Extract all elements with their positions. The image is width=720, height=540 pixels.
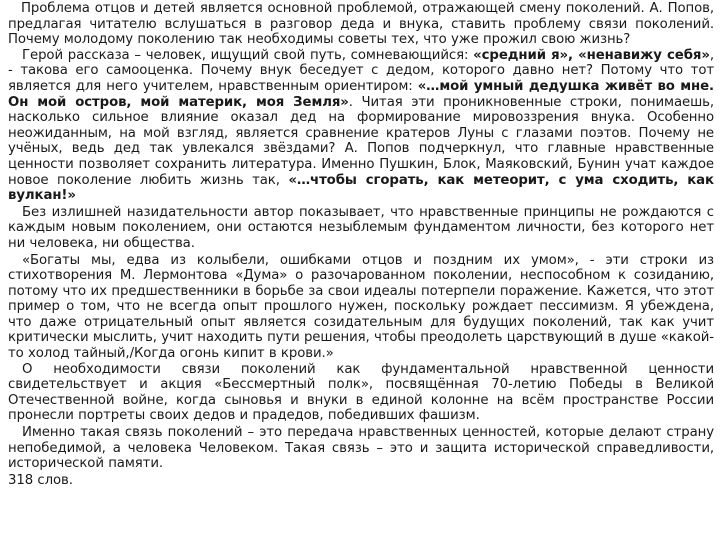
word-count: 318 слов. <box>8 472 73 488</box>
paragraph-6: Именно такая связь поколений – это передача нравственных ценностей, которые делают страну непобедимой, а человека Человеком. Такая связь – это и защита исторической справедливости, исторической памяти. <box>8 425 714 472</box>
paragraph-5: О необходимости связи поколений как фундаментальной нравственной ценности свидетельствует и акция «Бессмертный полк», посвящённая 70-летию Победы в Великой Отечественной войне, когда сыновья и внуки в единой колонне на всём пространстве России пронесли портреты своих дедов и прадедов, победивших фашизм. <box>8 361 714 424</box>
paragraph-3: Без излишней назидательности автор показывает, что нравственные принципы не рождаются с каждым новым поколением, они остаются незыблемым фундаментом личности, без которого нет ни человека, ни общества. <box>8 204 714 251</box>
paragraph-2-text-3: . Читая эти проникновенные строки, понимаешь, насколько сильное влияние оказал дед на формирование мировоззрения внука. Особенно неожиданным, на мой взгляд, является сравнение кратеров Луны с глазами поэтов. Почему не учёных, ведь дед так увлекался звёздами? А. Попов подчеркнул, что главные нравственные ценности позволяет сохранить литература. Именно Пушкин, Блок, Маяковский, Бунин учат каждое новое поколение любить жизнь так, <box>8 94 715 188</box>
paragraph-2-quote-self-assessment: «средний я», «ненавижу себя» <box>473 47 710 63</box>
paragraph-2-text-1: Герой рассказа – человек, ищущий свой путь, сомневающийся: <box>22 47 474 63</box>
paragraph-2-text-2: , - такова его самооценка. Почему внук беседует с дедом, которого давно нет? Потому что тот является для него учителем, нравственным ориентиром: <box>8 47 714 94</box>
paragraph-2-quote-grandfather: «…мой умный дедушка живёт во мне. Он мой остров, мой материк, моя Земля» <box>8 78 714 110</box>
paragraph-4: «Богаты мы, едва из колыбели, ошибками отцов и поздним их умом», - эти строки из стихотворения М. Лермонтова «Дума» о разочарованном поколении, неспособном к созиданию, потому что их предшественники в борьбе за свои идеалы потерпели поражение. Кажется, что этот пример о том, что не всегда опыт прошлого нужен, поскольку рождает пессимизм. Я убеждена, что даже отрицательный опыт является созидательным для будущих поколений, так как учит критически мыслить, учит находить пути решения, чтобы преодолеть царствующий в душе «какой-то холод тайный,/Когда огонь кипит в крови.» <box>8 252 714 362</box>
paragraph-2 <box>8 48 714 204</box>
paragraph-1: Проблема отцов и детей является основной проблемой, отражающей смену поколений. А. Попов, предлагая читателю вслушаться в разговор деда и внука, ставить проблему связи поколений. Почему молодому поколению так необходимы советы тех, что уже прожил свою жизнь? <box>8 1 714 48</box>
paragraph-2-quote-meteor: «…чтобы сгорать, как метеорит, с ума сходить, как вулкан!» <box>8 172 714 204</box>
essay-body <box>8 1 714 488</box>
